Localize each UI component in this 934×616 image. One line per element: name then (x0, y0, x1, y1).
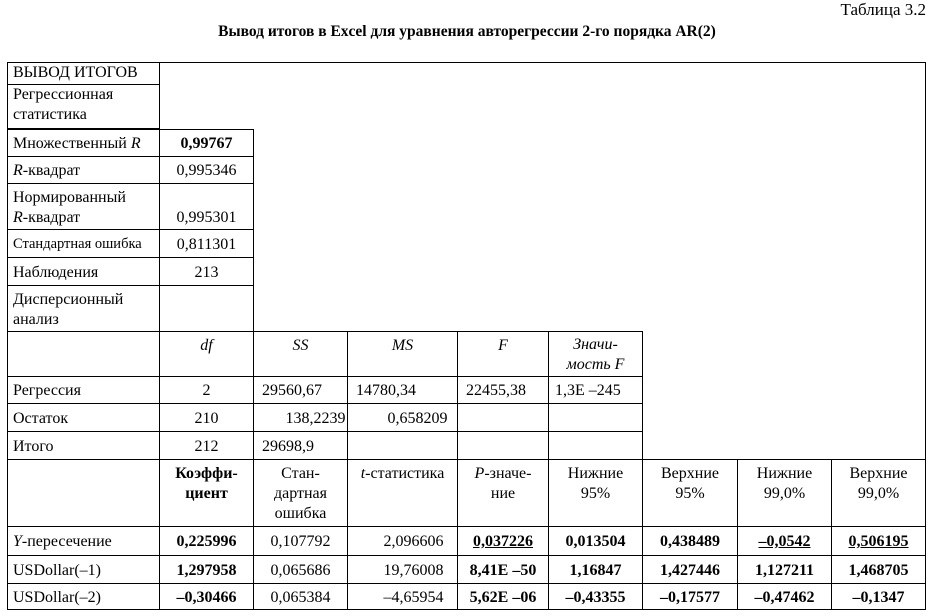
coef-header-se-line3: ошибка (274, 505, 327, 522)
anova-cell-ms (347, 431, 458, 460)
anova-cell-f (457, 431, 549, 460)
coef-header-coef-line2: циент (185, 485, 228, 502)
coef-header-up99-line2: 99,0% (857, 485, 900, 502)
coef-row-label-lag2: USDollar(–2) (7, 583, 160, 610)
anova-header-f: F (457, 331, 549, 377)
coef-header-p-line1: P-значе- (474, 465, 532, 482)
coef-cell-upper-99: –0,1347 (831, 583, 926, 610)
stat-label-observations: Наблюдения (7, 257, 160, 286)
coef-header-up99-line1: Верхние (849, 465, 908, 482)
anova-cell-ss: 29698,9 (253, 431, 348, 460)
anova-header-ms: MS (347, 331, 458, 377)
stat-value-r-squared: 0,995346 (159, 156, 254, 184)
coef-cell-std-error: 0,065686 (253, 555, 348, 584)
anova-cell-f: 22455,38 (457, 376, 549, 404)
coef-header-coefficient (159, 459, 254, 527)
coef-header-coef-line1: Коэффи- (175, 465, 238, 482)
stat-label-r-squared: R-квадрат (7, 156, 160, 184)
stat-label-adjusted-line1: Нормированный (13, 189, 126, 206)
coef-row-label-intercept: Y-пересечение (7, 526, 160, 556)
anova-cell-df: 210 (159, 403, 254, 432)
coef-cell-upper-99: 1,468705 (831, 555, 926, 584)
coef-header-low99-line2: 99,0% (763, 485, 806, 502)
anova-cell-ms: 0,658209 (347, 403, 458, 432)
coef-cell-upper-95: 0,438489 (642, 526, 738, 556)
anova-title-line1: Дисперсионный (13, 291, 124, 308)
coef-cell-p-value: 5,62E –06 (457, 583, 549, 610)
coef-cell-t-stat: 19,76008 (347, 555, 458, 584)
anova-cell-df: 212 (159, 431, 254, 460)
coef-header-low95-line1: Нижние (567, 465, 624, 482)
coef-cell-p-value: 8,41E –50 (457, 555, 549, 584)
coef-header-p-line2: ние (490, 485, 516, 502)
coef-cell-t-stat: 2,096606 (347, 526, 458, 556)
stat-value-observations: 213 (159, 257, 254, 286)
anova-header-sig-line2: мость F (566, 356, 625, 373)
stat-label-std-error: Стандартная ошибка (7, 229, 160, 258)
anova-cell-significance (548, 403, 643, 432)
anova-header-ss: SS (253, 331, 348, 377)
anova-cell-ss: 29560,67 (253, 376, 348, 404)
table-caption: Вывод итогов в Excel для уравнения авторегрессии 2-го порядка AR(2) (218, 23, 716, 40)
coef-cell-coefficient: 1,297958 (159, 555, 254, 584)
coef-cell-upper-95: –0,17577 (642, 583, 738, 610)
coef-header-low95-line2: 95% (580, 485, 611, 502)
coef-header-lower-95 (548, 459, 643, 527)
coef-header-p-value (457, 459, 549, 527)
coef-cell-t-stat: –4,65954 (347, 583, 458, 610)
coef-cell-lower-99: –0,47462 (737, 583, 832, 610)
coef-cell-std-error: 0,107792 (253, 526, 348, 556)
anova-header-sig-line1: Значи- (573, 336, 618, 353)
anova-cell-significance (548, 431, 643, 460)
regression-stats-title-line1: Регрессионная (13, 86, 114, 103)
anova-cell-df: 2 (159, 376, 254, 404)
coef-row-label-lag1: USDollar(–1) (7, 555, 160, 584)
coef-header-upper-99 (831, 459, 926, 527)
stat-value-multiple-r: 0,99767 (159, 129, 254, 157)
summary-title: ВЫВОД ИТОГОВ (7, 62, 160, 85)
anova-title (7, 285, 160, 332)
table-label: Таблица 3.2 (840, 0, 926, 19)
coef-cell-std-error: 0,065384 (253, 583, 348, 610)
coef-header-upper-95 (642, 459, 738, 527)
stat-value-adjusted-r-squared: 0,995301 (159, 183, 254, 230)
anova-cell-ms: 14780,34 (347, 376, 458, 404)
coef-header-t-stat: t-статистика (347, 459, 458, 527)
coef-header-up95-line1: Верхние (661, 465, 719, 482)
anova-title-line2: анализ (13, 311, 59, 328)
stat-label-adjusted-line2: R-квадрат (13, 209, 81, 226)
coef-header-low99-line1: Нижние (756, 465, 813, 482)
coef-cell-lower-99: 1,127211 (737, 555, 832, 584)
regression-stats-title-line2: статистика (13, 106, 87, 123)
coef-cell-lower-95: 0,013504 (548, 526, 643, 556)
coef-header-std-error (253, 459, 348, 527)
anova-header-empty (7, 331, 160, 377)
coef-header-se-line2: дартная (273, 485, 328, 502)
anova-row-label-total: Итого (7, 431, 160, 460)
regression-stats-title (7, 85, 160, 129)
coef-cell-coefficient: 0,225996 (159, 526, 254, 556)
anova-cell-ss: 138,2239 (253, 403, 348, 432)
coef-header-empty (7, 459, 160, 527)
anova-header-significance (548, 331, 643, 377)
anova-header-df: df (159, 331, 254, 377)
anova-title-empty-cell (159, 285, 254, 332)
coef-header-lower-99 (737, 459, 832, 527)
stat-value-std-error: 0,811301 (159, 229, 254, 258)
coef-header-se-line1: Стан- (281, 465, 320, 482)
coef-cell-upper-95: 1,427446 (642, 555, 738, 584)
stat-label-multiple-r: Множественный R (7, 129, 160, 157)
anova-row-label-regression: Регрессия (7, 376, 160, 404)
coef-header-up95-line2: 95% (675, 485, 705, 502)
coef-cell-lower-95: 1,16847 (548, 555, 643, 584)
coef-cell-coefficient: –0,30466 (159, 583, 254, 610)
anova-cell-f (457, 403, 549, 432)
coef-cell-upper-99: 0,506195 (831, 526, 926, 556)
coef-cell-p-value: 0,037226 (457, 526, 549, 556)
anova-row-label-residual: Остаток (7, 403, 160, 432)
coef-cell-lower-99: –0,0542 (737, 526, 832, 556)
anova-cell-significance: 1,3E –245 (548, 376, 643, 404)
stat-label-adjusted-r-squared (7, 183, 160, 230)
coef-cell-lower-95: –0,43355 (548, 583, 643, 610)
